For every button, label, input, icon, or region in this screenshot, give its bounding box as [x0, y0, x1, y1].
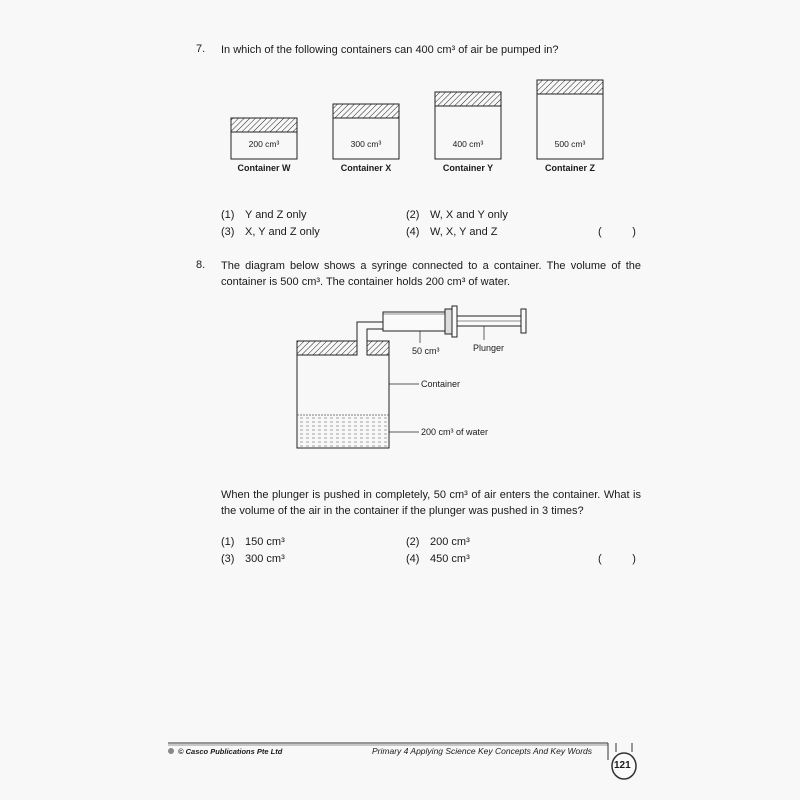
container-y-caption: Container Y	[442, 163, 494, 173]
option-text: 300 cm³	[245, 553, 285, 565]
q8-option-1[interactable]	[221, 536, 285, 548]
option-number: (3)	[221, 226, 235, 238]
plunger-label: Plunger	[473, 343, 505, 353]
option-text: Y and Z only	[245, 209, 307, 221]
option-number: (1)	[221, 209, 235, 221]
option-text: W, X, Y and Z	[430, 226, 498, 238]
option-number: (1)	[221, 536, 235, 548]
option-number: (3)	[221, 553, 235, 565]
q8-option-3[interactable]	[221, 553, 285, 565]
option-text: W, X and Y only	[430, 209, 508, 221]
publisher-credit: © Casco Publications Pte Ltd	[178, 747, 283, 756]
container-y-volume: 400 cm³	[452, 139, 484, 149]
option-text: 200 cm³	[430, 536, 470, 548]
option-text: 150 cm³	[245, 536, 285, 548]
question-7-number: 7.	[196, 43, 206, 55]
question-7-text: In which of the following containers can 400 cm³ of air be pumped in?	[221, 44, 559, 56]
option-number: (2)	[406, 536, 420, 548]
option-number: (4)	[406, 226, 420, 238]
q7-answer-brackets[interactable]: ( )	[598, 226, 636, 238]
container-w-volume: 200 cm³	[248, 139, 280, 149]
question-8-number: 8.	[196, 259, 206, 271]
container-w-caption: Container W	[237, 163, 291, 173]
question-8-text: The diagram below shows a syringe connected to a container. The volume of the container is 500 cm³. The container holds 200 cm³ of water.	[221, 260, 641, 288]
book-title: Primary 4 Applying Science Key Concepts And Key Words	[372, 746, 592, 756]
q7-option-2[interactable]	[406, 209, 508, 221]
q7-option-3[interactable]	[221, 226, 320, 238]
container-z-volume: 500 cm³	[554, 139, 586, 149]
page-number: 121	[614, 760, 631, 771]
container-x-caption: Container X	[340, 163, 392, 173]
syringe-container-drawing	[297, 306, 526, 448]
container-x-volume: 300 cm³	[350, 139, 382, 149]
option-text: 450 cm³	[430, 553, 470, 565]
option-number: (4)	[406, 553, 420, 565]
q8-option-2[interactable]	[406, 536, 470, 548]
q7-option-1[interactable]	[221, 209, 307, 221]
question-8-followup: When the plunger is pushed in completely, 50 cm³ of air enters the container. What is the volume of the air in the container if the plunger was pushed in 3 times?	[221, 489, 641, 517]
q7-option-4[interactable]	[406, 226, 497, 238]
q8-option-4[interactable]	[406, 553, 470, 565]
q8-answer-brackets[interactable]: ( )	[598, 553, 636, 565]
option-number: (2)	[406, 209, 420, 221]
water-label: 200 cm³ of water	[421, 427, 489, 437]
syringe-volume-label: 50 cm³	[412, 346, 440, 356]
option-text: X, Y and Z only	[245, 226, 320, 238]
container-label: Container	[421, 379, 461, 389]
container-z-caption: Container Z	[544, 163, 595, 173]
container-x-drawing	[333, 104, 399, 159]
